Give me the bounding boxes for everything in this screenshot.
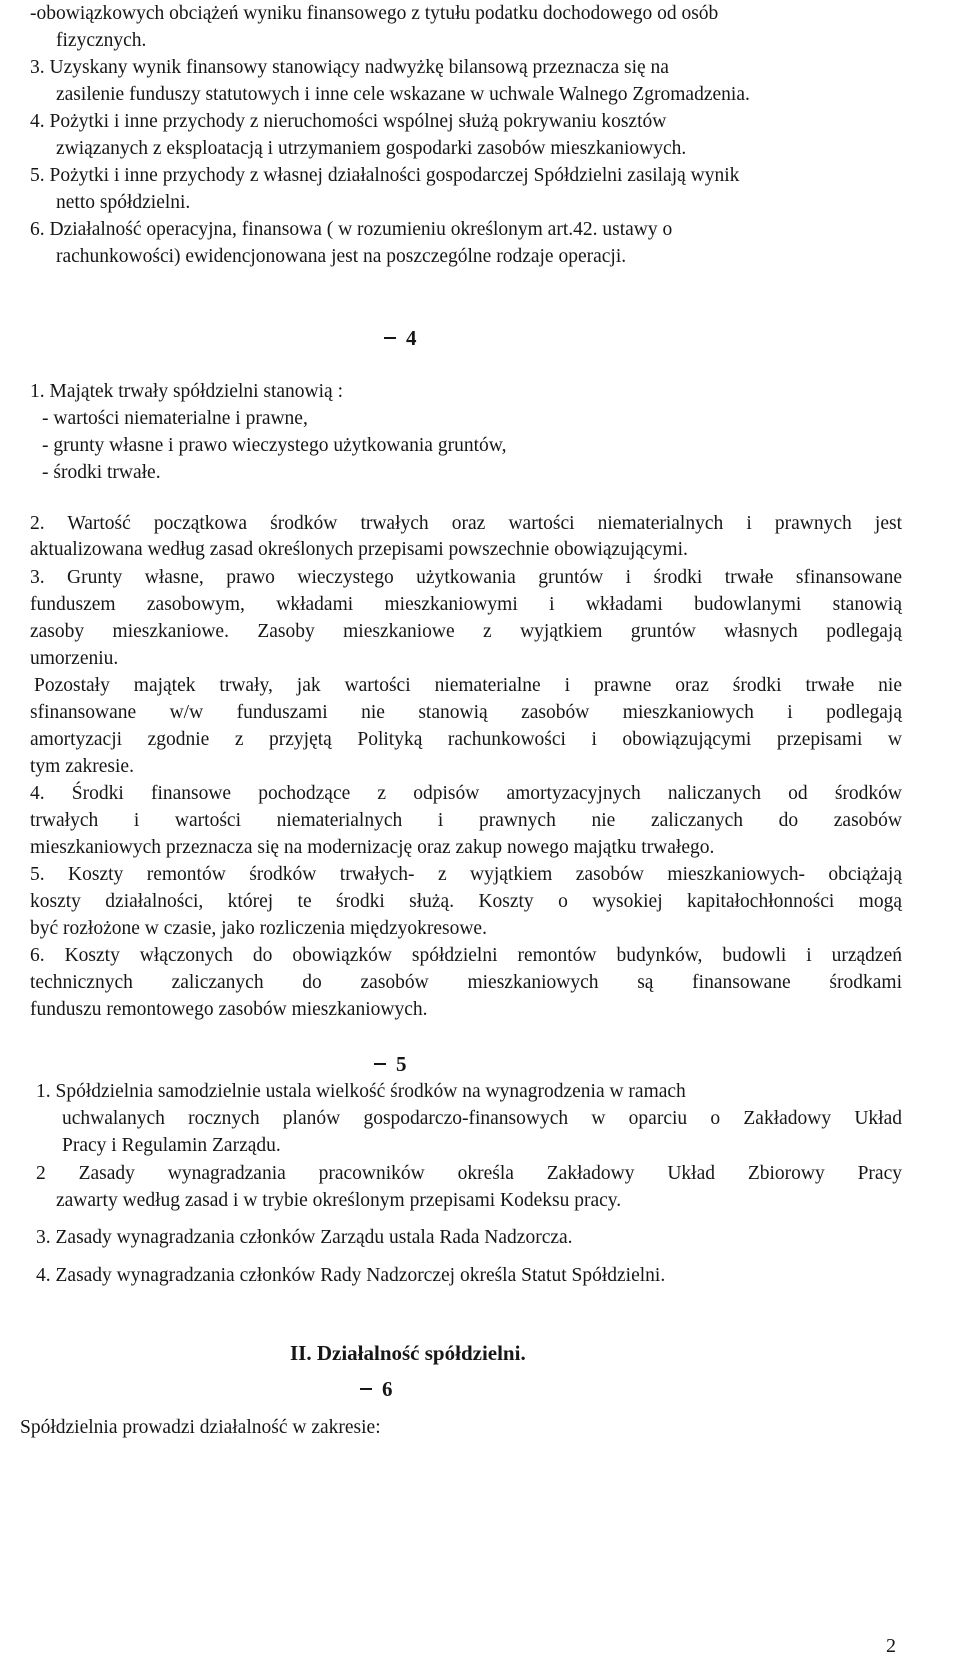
text-line: 4. Pożytki i inne przychody z nieruchomości wspólnej służą pokrywaniu kosztów xyxy=(30,111,667,132)
text-line: 3. Grunty własne, prawo wieczystego użytkowania gruntów i środki trwałe sfinansowane xyxy=(30,567,902,588)
text-line: być rozłożone w czasie, jako rozliczenia międzyokresowe. xyxy=(30,918,487,939)
text-line: - grunty własne i prawo wieczystego użytkowania gruntów, xyxy=(42,435,507,456)
chapter-title: II. Działalność spółdzielni. xyxy=(290,1341,526,1365)
section-mark-4 xyxy=(384,326,417,350)
text-line: sfinansowane w/w funduszami nie stanowią zasobów mieszkaniowych i podlegają xyxy=(30,702,902,723)
text-line: 1. Majątek trwały spółdzielni stanowią : xyxy=(30,381,344,402)
text-line: 2. Wartość początkowa środków trwałych oraz wartości niematerialnych i prawnych jest xyxy=(30,513,902,534)
text-line: Spółdzielnia prowadzi działalność w zakresie: xyxy=(20,1417,381,1438)
section-number: 4 xyxy=(406,326,417,350)
text-line: - wartości niematerialne i prawne, xyxy=(42,408,308,429)
text-line: związanych z eksploatacją i utrzymaniem gospodarki zasobów mieszkaniowych. xyxy=(56,138,687,159)
text-line: tym zakresie. xyxy=(30,756,134,777)
section-mark-5 xyxy=(374,1052,407,1076)
text-line: 3. Zasady wynagradzania członków Zarządu ustala Rada Nadzorcza. xyxy=(36,1227,573,1248)
text-line: amortyzacji zgodnie z przyjętą Polityką rachunkowości i obowiązującymi przepisami w xyxy=(30,729,902,750)
text-line: koszty działalności, której te środki służą. Koszty o wysokiej kapitałochłonności mogą xyxy=(30,891,902,912)
page-number: 2 xyxy=(886,1635,896,1657)
text-line: 1. Spółdzielnia samodzielnie ustala wielkość środków na wynagrodzenia w ramach xyxy=(36,1081,686,1102)
text-line: funduszem zasobowym, wkładami mieszkaniowymi i wkładami budowlanymi stanowią xyxy=(30,594,902,615)
text-line: zasoby mieszkaniowe. Zasoby mieszkaniowe z wyjątkiem gruntów własnych podlegają xyxy=(30,621,902,642)
paragraph-sign-icon xyxy=(360,1388,372,1392)
text-line: 5. Koszty remontów środków trwałych- z wyjątkiem zasobów mieszkaniowych- obciążają xyxy=(30,864,902,885)
text-line: netto spółdzielni. xyxy=(56,192,191,213)
section-number: 5 xyxy=(396,1052,407,1076)
text-line: 4. Środki finansowe pochodzące z odpisów amortyzacyjnych naliczanych od środków xyxy=(30,783,902,804)
text-line: funduszu remontowego zasobów mieszkaniowych. xyxy=(30,999,428,1020)
text-line: zasilenie funduszy statutowych i inne cele wskazane w uchwale Walnego Zgromadzenia. xyxy=(56,84,750,105)
text-line: - środki trwałe. xyxy=(42,462,161,483)
text-line: Pracy i Regulamin Zarządu. xyxy=(62,1135,281,1156)
text-line: 6. Koszty włączonych do obowiązków spółdzielni remontów budynków, budowli i urządzeń xyxy=(30,945,902,966)
text-line: zawarty według zasad i w trybie określonym przepisami Kodeksu pracy. xyxy=(56,1190,622,1211)
text-line: mieszkaniowych przeznacza się na modernizację oraz zakup nowego majątku trwałego. xyxy=(30,837,715,858)
paragraph-sign-icon xyxy=(374,1063,386,1067)
text-line: trwałych i wartości niematerialnych i prawnych nie zaliczanych do zasobów xyxy=(30,810,902,831)
text-line: Pozostały majątek trwały, jak wartości niematerialne i prawne oraz środki trwałe nie xyxy=(34,675,902,696)
text-line: -obowiązkowych obciążeń wyniku finansowego z tytułu podatku dochodowego od osób xyxy=(30,3,719,24)
text-line: rachunkowości) ewidencjonowana jest na poszczególne rodzaje operacji. xyxy=(56,246,627,267)
text-line: 2 Zasady wynagradzania pracowników określa Zakładowy Układ Zbiorowy Pracy xyxy=(36,1163,902,1184)
text-line: technicznych zaliczanych do zasobów mieszkaniowych są finansowane środkami xyxy=(30,972,902,993)
text-line: umorzeniu. xyxy=(30,648,119,669)
section-mark-6 xyxy=(360,1377,393,1401)
text-line: 3. Uzyskany wynik finansowy stanowiący nadwyżkę bilansową przeznacza się na xyxy=(30,57,669,78)
section-number: 6 xyxy=(382,1377,393,1401)
text-line: 6. Działalność operacyjna, finansowa ( w rozumieniu określonym art.42. ustawy o xyxy=(30,219,673,240)
text-line: fizycznych. xyxy=(56,30,147,51)
paragraph-sign-icon xyxy=(384,337,396,341)
text-line: 5. Pożytki i inne przychody z własnej działalności gospodarczej Spółdzielni zasilają wynik xyxy=(30,165,740,186)
text-line: uchwalanych rocznych planów gospodarczo-finansowych w oparciu o Zakładowy Układ xyxy=(62,1108,902,1129)
text-line: 4. Zasady wynagradzania członków Rady Nadzorczej określa Statut Spółdzielni. xyxy=(36,1265,666,1286)
text-line: aktualizowana według zasad określonych przepisami powszechnie obowiązującymi. xyxy=(30,539,688,560)
